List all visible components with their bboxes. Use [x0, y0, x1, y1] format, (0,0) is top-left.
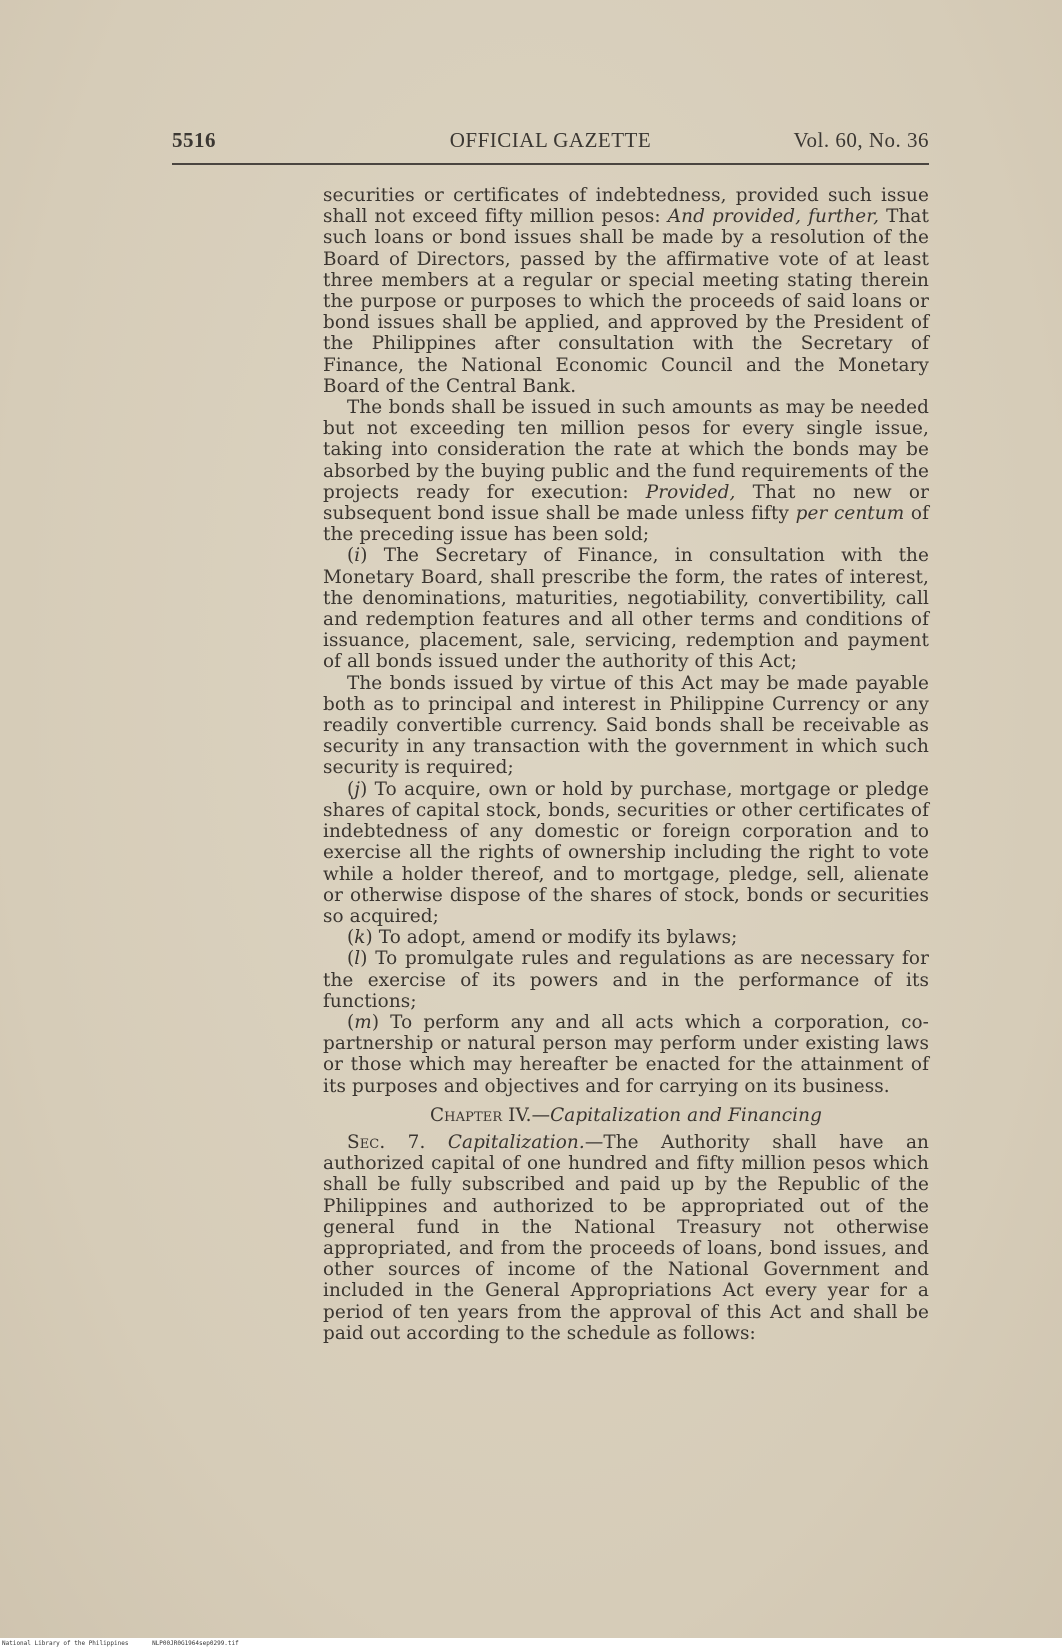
paragraph-item-j: (j) To acquire, own or hold by purchase, mortgage or pledge shares of capital stock, bonds, securities or other certificates of indebtedness of any domestic or foreign corporation and to exercise all the rights of ownership including the right to vote while a holder thereof, and to mortgage, pledge, sell, alienate or otherwise dispose of the shares of stock, bonds or securities so acquired;: [323, 778, 929, 927]
publication-title: OFFICIAL GAZETTE: [449, 128, 652, 152]
paragraph-item-l: (l) To promulgate rules and regulations as are necessary for the exercise of its powers and in the performance of its functions;: [323, 948, 929, 1012]
paragraph-bonds-issued: The bonds shall be issued in such amounts as may be needed but not exceeding ten million pesos for every single issue, taking into consideration the rate at which the bonds may be absorbed by the buying public and the fund requirements of the projects ready for execution: Provided, That no new or subsequent bond issue shall be made unless fifty per centum of the preceding issue has been sold;: [323, 397, 929, 546]
page-number: 5516: [172, 128, 216, 152]
file-name: NLP00JR0G1964sep0299.tif: [152, 1640, 239, 1647]
header-rule: [172, 163, 929, 165]
scan-footer: [0, 1638, 1062, 1650]
volume-number: Vol. 60, No. 36: [793, 128, 929, 152]
paragraph-item-k: (k) To adopt, amend or modify its bylaws;: [347, 927, 738, 949]
paragraph-item-m: (m) To perform any and all acts which a corporation, co-partnership or natural person may perform under existing laws or those which may hereafter be enacted for the attainment of its purposes and objectives and for carrying on its business.: [323, 1011, 929, 1097]
body-text: [323, 185, 929, 1344]
library-credit: National Library of the Philippines: [2, 1640, 129, 1647]
paragraph-continued: securities or certificates of indebtedness, provided such issue shall not exceed fifty million pesos: And provided, further, That such loans or bond issues shall be made by a resolution of the Board of Directors, passed by the affirmative vote of at least three members at a regular or special meeting stating therein the purpose or purposes to which the proceeds of said loans or bond issues shall be applied, and approved by the President of the Philippines after consultation with the Secretary of Finance, the National Economic Council and the Monetary Board of the Central Bank.: [323, 185, 929, 397]
paragraph-bonds-payable: The bonds issued by virtue of this Act may be made payable both as to principal and interest in Philippine Currency or any readily convertible currency. Said bonds shall be receivable as security in any transaction with the government in which such security is required;: [323, 672, 929, 779]
paragraph-item-i: (i) The Secretary of Finance, in consultation with the Monetary Board, shall prescribe the form, the rates of interest, the denominations, maturities, negotiability, convertibility, call and redemption features and all other terms and conditions of issuance, placement, sale, servicing, redemption and payment of all bonds issued under the authority of this Act;: [323, 545, 929, 673]
chapter-heading: Chapter IV.—Capitalization and Financing: [430, 1104, 822, 1126]
page-header: [172, 120, 929, 160]
section-7: Sec. 7. Capitalization.—The Authority shall have an authorized capital of one hundred and fifty million pesos which shall be fully subscribed and paid up by the Republic of the Philippines and authorized to be appropriated out of the general fund in the National Treasury not otherwise appropriated, and from the proceeds of loans, bond issues, and other sources of income of the National Government and included in the General Appropriations Act every year for a period of ten years from the approval of this Act and shall be paid out according to the schedule as follows:: [323, 1131, 929, 1344]
